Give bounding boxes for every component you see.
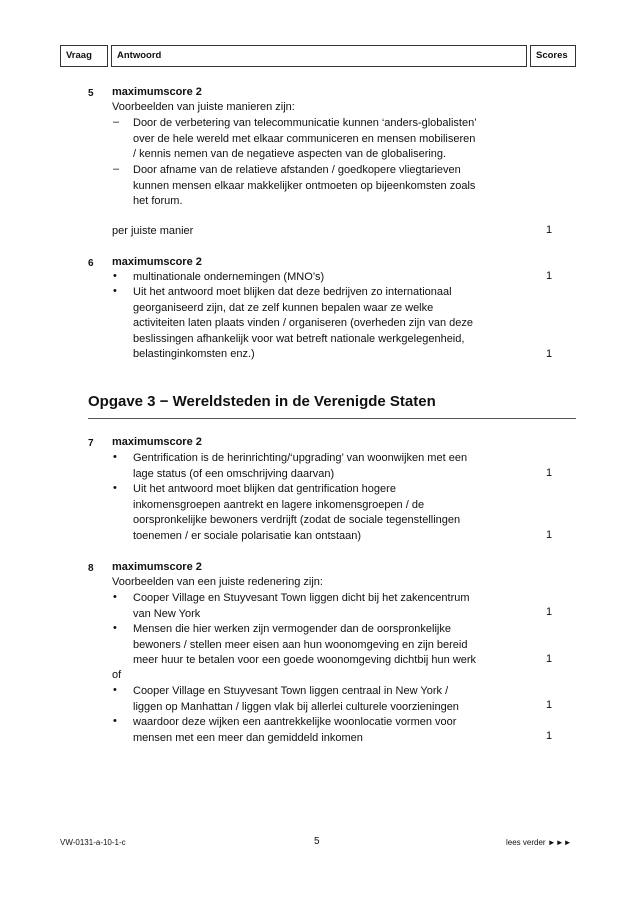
- q5-item-1: [133, 116, 477, 163]
- header-vraag: Vraag: [60, 45, 108, 67]
- q8-score-a2: 1: [546, 653, 553, 665]
- q8-item-b2-line: mensen met een meer dan gemiddeld inkomen: [133, 731, 363, 744]
- q7-item-1-line: lage status (of een omschrijving daarvan): [133, 467, 335, 480]
- q5-score: 1: [546, 224, 553, 236]
- footer-code: VW-0131-a-10-1-c: [60, 838, 126, 847]
- q8-title: maximumscore 2: [112, 561, 202, 573]
- footer-next: lees verder ►►►: [506, 838, 572, 847]
- q6-score-1: 1: [546, 270, 553, 282]
- q7-item-1-line: Gentrification is de herinrichting/‘upgrading’ van woonwijken met een: [133, 452, 468, 464]
- q7-title: maximumscore 2: [112, 436, 202, 448]
- q6-bullet-1: •: [113, 270, 117, 282]
- q7-number: 7: [88, 438, 94, 449]
- q8-item-a2: [133, 622, 476, 669]
- q5-item-2: [133, 163, 475, 210]
- q6-title: maximumscore 2: [112, 256, 202, 268]
- q8-item-b1-line: Cooper Village en Stuyvesant Town liggen centraal in New York /: [133, 685, 449, 697]
- q8-score-b2: 1: [546, 730, 553, 742]
- section-rule: [88, 418, 576, 419]
- q5-item-2-line: kunnen mensen elkaar makkelijker ontmoeten op bijeenkomsten zoals: [133, 179, 476, 192]
- q7-item-1: [133, 451, 467, 482]
- q8-item-a2-line: meer huur te betalen voor een goede woonomgeving dichtbij hun werk: [133, 654, 477, 667]
- q8-item-a2-line: bewoners / stellen meer eisen aan hun woonomgeving en zijn bereid: [133, 638, 468, 651]
- q8-item-a2-line: Mensen die hier werken zijn vermogender dan de oorspronkelijke: [133, 623, 451, 635]
- q5-item-2-line: Door afname van de relatieve afstanden / goedkopere vliegtarieven: [133, 164, 461, 176]
- q8-intro: Voorbeelden van een juiste redenering zijn:: [112, 576, 323, 588]
- header-scores: Scores: [530, 45, 576, 67]
- q6-item-2-line: georganiseerd zijn, dat ze zelf kunnen bepalen waar ze welke: [133, 301, 434, 314]
- q5-dash-2: –: [113, 163, 120, 175]
- q6-item-2-line: belastinginkomsten enz.): [133, 348, 255, 361]
- header-antwoord: Antwoord: [111, 45, 527, 67]
- q6-item-2-line: Uit het antwoord moet blijken dat deze bedrijven zo internationaal: [133, 286, 452, 298]
- q7-item-2-line: oorspronkelijke bewoners verdrijft (zodat de sociale tegenstellingen: [133, 514, 461, 527]
- q5-item-2-line: het forum.: [133, 195, 183, 208]
- q7-item-2: [133, 482, 460, 544]
- q5-title: maximumscore 2: [112, 86, 202, 98]
- q8-score-b1: 1: [546, 699, 553, 711]
- q8-bullet-b1: •: [113, 684, 117, 696]
- q5-dash-1: –: [113, 116, 120, 128]
- section-title: Opgave 3 − Wereldsteden in de Verenigde Staten: [88, 393, 436, 410]
- q8-item-b1: [133, 684, 459, 715]
- q5-per: per juiste manier: [112, 225, 194, 237]
- q6-number: 6: [88, 258, 94, 269]
- q8-item-b2-line: waardoor deze wijken een aantrekkelijke woonlocatie vormen voor: [133, 716, 457, 728]
- q8-number: 8: [88, 563, 94, 574]
- q8-bullet-b2: •: [113, 715, 117, 727]
- footer-page-number: 5: [314, 836, 320, 847]
- q8-item-b1-line: liggen op Manhattan / liggen vlak bij allerlei culturele voorzieningen: [133, 700, 459, 713]
- q6-item-2: [133, 285, 473, 363]
- q6-item-2-line: activiteiten laten plaats vinden / organiseren (overheden zijn van deze: [133, 317, 473, 330]
- q7-bullet-2: •: [113, 482, 117, 494]
- q5-number: 5: [88, 88, 94, 99]
- q6-item-2-line: beslissingen afhankelijk voor wat betreft nationale werkgelegenheid,: [133, 332, 465, 345]
- q7-item-2-line: toenemen / er sociale polarisatie kan ontstaan): [133, 529, 362, 542]
- q8-or: of: [112, 669, 122, 681]
- q8-item-a1: [133, 591, 470, 622]
- q7-score-1: 1: [546, 467, 553, 479]
- q8-score-a1: 1: [546, 606, 553, 618]
- q7-score-2: 1: [546, 529, 553, 541]
- q6-bullet-2: •: [113, 285, 117, 297]
- q6-item-1: multinationale ondernemingen (MNO’s): [133, 271, 325, 283]
- q7-item-2-line: Uit het antwoord moet blijken dat gentrification hogere: [133, 483, 396, 495]
- q7-item-2-line: inkomensgroepen aantrekt en lagere inkomensgroepen / de: [133, 498, 425, 511]
- q8-item-b2: [133, 715, 456, 746]
- q5-item-1-line: over de hele wereld met elkaar communiceren en mensen mobiliseren: [133, 132, 476, 145]
- q5-intro: Voorbeelden van juiste manieren zijn:: [112, 101, 295, 113]
- q7-bullet-1: •: [113, 451, 117, 463]
- q6-score-2: 1: [546, 348, 553, 360]
- q8-bullet-a1: •: [113, 591, 117, 603]
- q5-item-1-line: / kennis nemen van de negatieve aspecten van de globalisering.: [133, 148, 447, 161]
- q8-item-a1-line: van New York: [133, 607, 201, 620]
- q5-item-1-line: Door de verbetering van telecommunicatie kunnen ‘anders-globalisten’: [133, 117, 477, 129]
- q8-bullet-a2: •: [113, 622, 117, 634]
- q8-item-a1-line: Cooper Village en Stuyvesant Town liggen dicht bij het zakencentrum: [133, 592, 470, 604]
